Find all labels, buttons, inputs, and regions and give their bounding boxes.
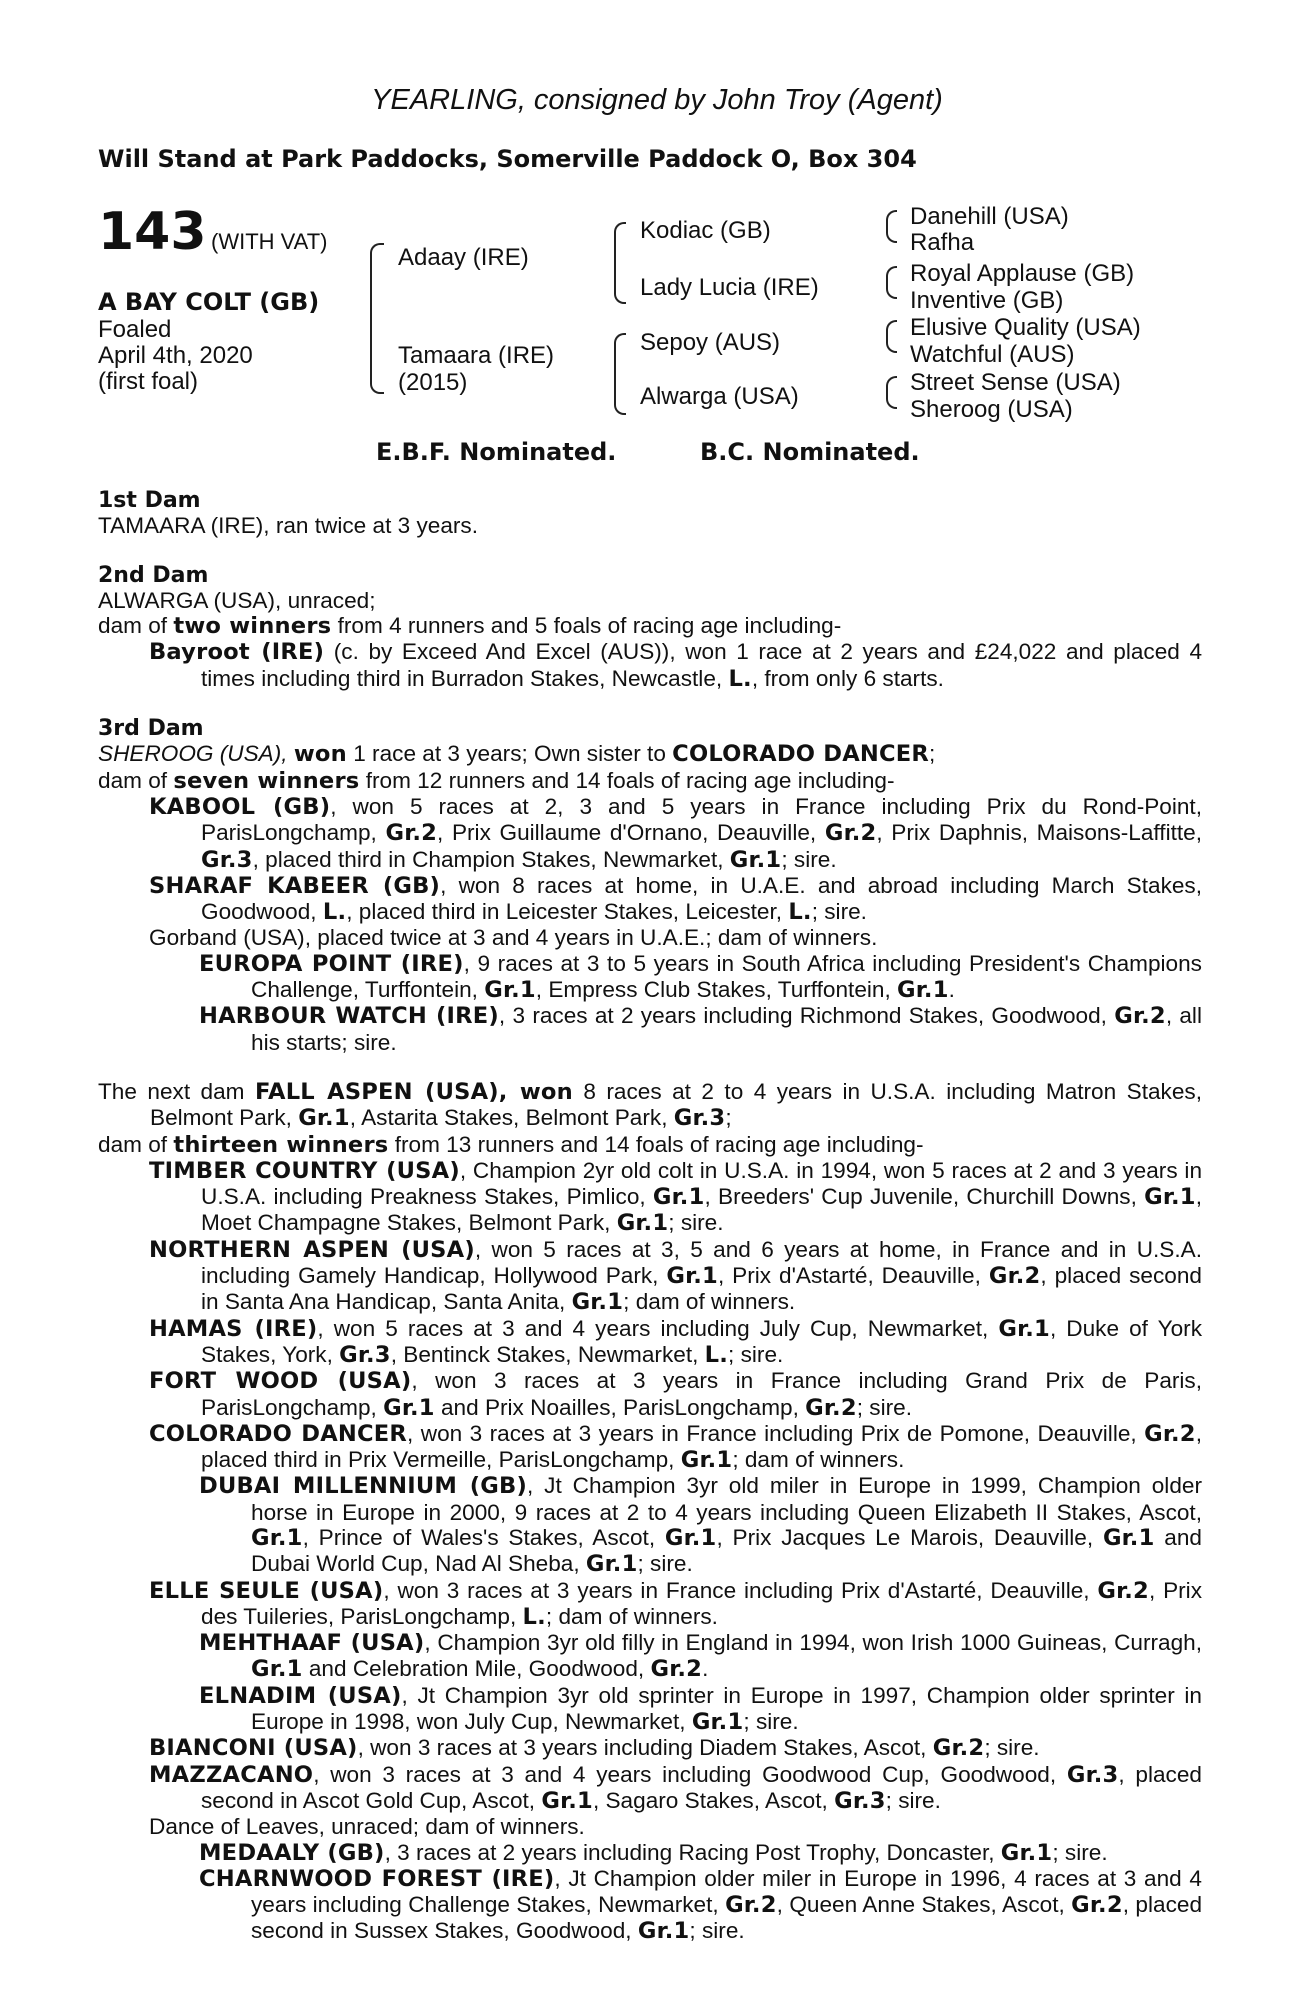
ds-sire: Elusive Quality (USA) <box>910 314 1141 341</box>
third-dam-intro: SHEROOG (USA), won 1 race at 3 years; Own sister to COLORADO DANCER; <box>98 741 936 768</box>
progeny-hamas: HAMAS (IRE), won 5 races at 3 and 4 years including July Cup, Newmarket, Gr.1, Duke of York Stakes, York, Gr.3, Bentinck Stakes, Newmarket, L.; sire. <box>149 1315 1202 1368</box>
pedigree-brace-dd <box>886 376 897 409</box>
progeny-elle-seule: ELLE SEULE (USA), won 3 races at 3 years in France including Prix d'Astarté, Deauville, Gr.2, Prix des Tuileries, ParisLongchamp, L.; dam of winners. <box>149 1577 1202 1630</box>
ebf-nominated: E.B.F. Nominated. <box>376 438 617 466</box>
ss-dam: Rafha <box>910 229 975 256</box>
progeny-gorband: Gorband (USA), placed twice at 3 and 4 years in U.A.E.; dam of winners. <box>149 925 878 951</box>
sd-dam: Inventive (GB) <box>910 287 1064 314</box>
second-dam-line1: ALWARGA (USA), unraced; <box>98 587 376 613</box>
pedigree-brace-sd <box>886 266 897 299</box>
progeny-fort-wood: FORT WOOD (USA), won 3 races at 3 years in France including Grand Prix de Paris, ParisLongchamp, Gr.1 and Prix Noailles, ParisLongchamp, Gr.2; sire. <box>149 1368 1203 1421</box>
ss-sire: Danehill (USA) <box>910 203 1069 230</box>
progeny-colorado-dancer: COLORADO DANCER, won 3 races at 3 years in France including Prix de Pomone, Deauville, Gr.2, placed third in Prix Vermeille, ParisLongchamp, Gr.1; dam of winners. <box>149 1420 1202 1474</box>
third-dam-damof: dam of seven winners from 12 runners and 14 foals of racing age including- <box>98 767 895 794</box>
dam-name: Tamaara (IRE) <box>398 342 555 369</box>
progeny-dance-of-leaves: Dance of Leaves, unraced; dam of winners. <box>149 1814 585 1840</box>
first-dam-text: TAMAARA (IRE), ran twice at 3 years. <box>98 513 479 539</box>
sd-sire: Royal Applause (GB) <box>910 260 1135 287</box>
stand-location: Will Stand at Park Paddocks, Somerville Paddock O, Box 304 <box>98 145 917 173</box>
pedigree-brace-gen1 <box>370 243 384 394</box>
progeny-dubai-millennium: DUBAI MILLENNIUM (GB), Jt Champion 3yr old miler in Europe in 1999, Champion older horse in Europe in 2000, 9 races at 2 to 4 years including Queen Elizabeth II Stakes, Ascot, Gr.1, Prince of Wales's Stakes, Ascot, Gr.1, Prix Jacques Le Marois, Deauville, Gr.1 and Dubai World Cup, Nad Al Sheba, Gr.1; sire. <box>199 1473 1202 1578</box>
progeny-bayroot: Bayroot (IRE) (c. by Exceed And Excel (AUS)), won 1 race at 2 years and £24,022 and placed 4 times including third in Burradon Stakes, Newcastle, L., from only 6 starts. <box>149 639 1203 692</box>
dam-year: (2015) <box>398 369 468 396</box>
lot-header <box>98 202 328 262</box>
dd-sire: Street Sense (USA) <box>910 369 1121 396</box>
foal-note: (first foal) <box>98 368 199 395</box>
progeny-sharaf-kabeer: SHARAF KABEER (GB), won 8 races at home, in U.A.E. and abroad including March Stakes, Goodwood, L., placed third in Leicester Stakes, Leicester, L.; sire. <box>149 872 1203 926</box>
progeny-europa-point: EUROPA POINT (IRE), 9 races at 3 to 5 years in South Africa including President's Champions Challenge, Turffontein, Gr.1, Empress Club Stakes, Turffontein, Gr.1. <box>199 950 1202 1004</box>
next-dam-intro: The next dam FALL ASPEN (USA), won 8 races at 2 to 4 years in U.S.A. including Matron Stakes, Belmont Park, Gr.1, Astarita Stakes, Belmont Park, Gr.3; <box>98 1078 1202 1132</box>
progeny-medaaly: MEDAALY (GB), 3 races at 2 years including Racing Post Trophy, Doncaster, Gr.1; sire. <box>199 1839 1108 1866</box>
second-dam-line2: dam of two winners from 4 runners and 5 foals of racing age including- <box>98 613 842 640</box>
consignment-heading: YEARLING, consigned by John Troy (Agent) <box>371 84 943 116</box>
ds-dam: Watchful (AUS) <box>910 341 1075 368</box>
progeny-mazzacano: MAZZACANO, won 3 races at 3 and 4 years including Goodwood Cup, Goodwood, Gr.3, placed second in Ascot Gold Cup, Ascot, Gr.1, Sagaro Stakes, Ascot, Gr.3; sire. <box>149 1761 1202 1814</box>
next-dam-damof: dam of thirteen winners from 13 runners and 14 foals of racing age including- <box>98 1131 924 1158</box>
progeny-elnadim: ELNADIM (USA), Jt Champion 3yr old sprinter in Europe in 1997, Champion older sprinter in Europe in 1998, won July Cup, Newmarket, Gr.1; sire. <box>199 1682 1203 1736</box>
progeny-mehthaaf: MEHTHAAF (USA), Champion 3yr old filly in England in 1994, won Irish 1000 Guineas, Curragh, Gr.1 and Celebration Mile, Goodwood, Gr.2. <box>199 1630 1202 1683</box>
sire-sire: Kodiac (GB) <box>640 217 771 244</box>
progeny-charnwood-forest: CHARNWOOD FOREST (IRE), Jt Champion older miler in Europe in 1996, 4 races at 3 and 4 years including Challenge Stakes, Newmarket, Gr.2, Queen Anne Stakes, Ascot, Gr.2, placed second in Sussex Stakes, Goodwood, Gr.1; sire. <box>199 1865 1203 1945</box>
progeny-kabool: KABOOL (GB), won 5 races at 2, 3 and 5 years in France including Prix du Rond-Point, ParisLongchamp, Gr.2, Prix Guillaume d'Ornano, Deauville, Gr.2, Prix Daphnis, Maisons-Laffitte, Gr.3, placed third in Champion Stakes, Newmarket, Gr.1; sire. <box>149 793 1202 873</box>
pedigree-brace-dam <box>614 333 626 415</box>
progeny-bianconi: BIANCONI (USA), won 3 races at 3 years including Diadem Stakes, Ascot, Gr.2; sire. <box>149 1735 1040 1762</box>
dam-sire: Sepoy (AUS) <box>640 329 781 356</box>
sire-dam: Lady Lucia (IRE) <box>640 274 819 301</box>
progeny-harbour-watch: HARBOUR WATCH (IRE), 3 races at 2 years including Richmond Stakes, Goodwood, Gr.2, all his starts; sire. <box>199 1003 1202 1055</box>
sire-name: Adaay (IRE) <box>398 244 529 271</box>
pedigree-brace-ss <box>886 210 897 243</box>
dam-line <box>98 488 1202 1945</box>
progeny-northern-aspen: NORTHERN ASPEN (USA), won 5 races at 3, 5 and 6 years at home, in France and in U.S.A. including Gamely Handicap, Hollywood Park, Gr.1, Prix d'Astarté, Deauville, Gr.2, placed second in Santa Ana Handicap, Santa Anita, Gr.1; dam of winners. <box>149 1236 1202 1316</box>
bc-nominated: B.C. Nominated. <box>700 438 920 466</box>
pedigree-brace-ds <box>886 320 897 353</box>
foaled-date: April 4th, 2020 <box>98 342 253 369</box>
lot-number: 143 <box>98 202 207 262</box>
first-dam-heading: 1st Dam <box>98 488 201 513</box>
lot-description: A BAY COLT (GB) <box>98 288 320 316</box>
pedigree-brace-sire <box>614 222 626 304</box>
second-dam-heading: 2nd Dam <box>98 562 209 588</box>
dam-dam: Alwarga (USA) <box>640 383 799 410</box>
vat-label: (WITH VAT) <box>211 229 328 254</box>
dd-dam: Sheroog (USA) <box>910 396 1073 423</box>
third-dam-heading: 3rd Dam <box>98 716 204 742</box>
foaled-label: Foaled <box>98 316 172 343</box>
progeny-timber-country: TIMBER COUNTRY (USA), Champion 2yr old colt in U.S.A. in 1994, won 5 races at 2 and 3 years in U.S.A. including Preakness Stakes, Pimlico, Gr.1, Breeders' Cup Juvenile, Churchill Downs, Gr.1, Moet Champagne Stakes, Belmont Park, Gr.1; sire. <box>149 1157 1203 1237</box>
